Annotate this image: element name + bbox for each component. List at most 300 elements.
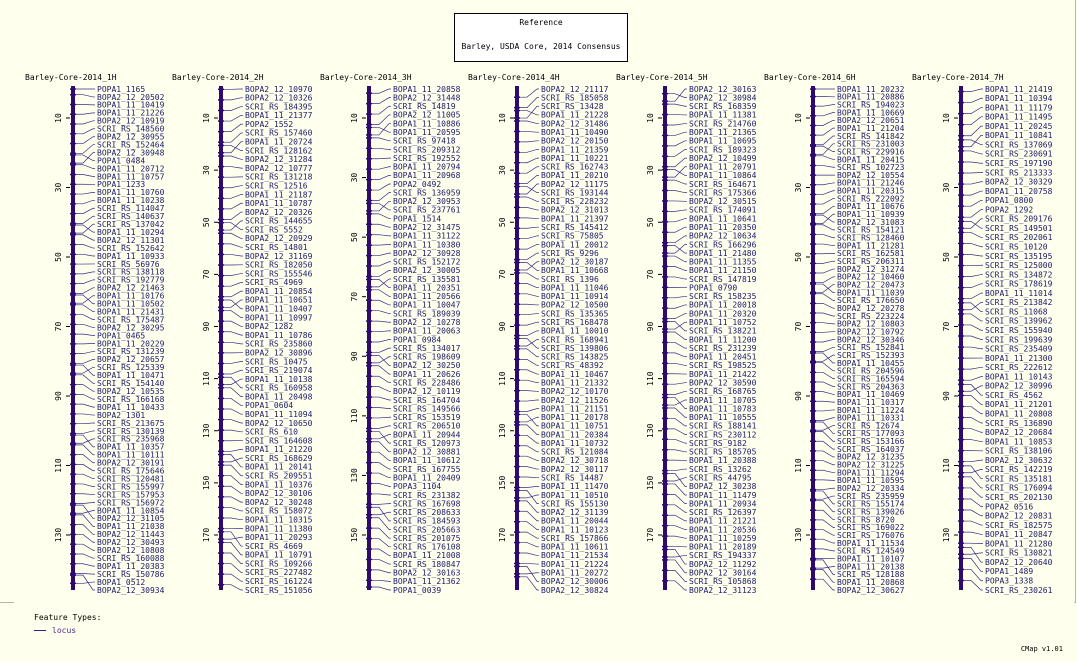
- marker-label[interactable]: SCRI_RS_134872: [985, 270, 1053, 280]
- marker-label[interactable]: BOPA1_11_10259: [689, 533, 757, 543]
- marker-label[interactable]: BOPA1_11_11014: [985, 288, 1053, 298]
- marker-label[interactable]: BOPA1_11_10853: [985, 437, 1053, 447]
- marker-label[interactable]: BOPA1_11_10419: [97, 100, 165, 110]
- marker-label[interactable]: SCRI_RS_152393: [837, 350, 905, 360]
- marker-label[interactable]: BOPA2_12_30824: [541, 585, 609, 595]
- marker-label[interactable]: SCRI_RS_168629: [245, 453, 313, 463]
- marker-label[interactable]: SCRI_RS_152642: [97, 243, 165, 253]
- marker-label[interactable]: BOPA2_12_10792: [837, 327, 905, 337]
- marker-label[interactable]: POPA1_1233: [97, 180, 146, 190]
- marker-label[interactable]: BOPA2_12_30005: [393, 266, 461, 276]
- marker-label[interactable]: BOPA1_11_11094: [245, 410, 313, 420]
- marker-label[interactable]: BOPA1_11_10123: [541, 525, 609, 535]
- marker-label[interactable]: BOPA1_11_10751: [541, 421, 609, 431]
- marker-label[interactable]: SCRI_RS_206510: [393, 421, 461, 431]
- marker-label[interactable]: BOPA2_12_10970: [245, 84, 313, 94]
- marker-label[interactable]: BOPA1_11_10467: [541, 369, 609, 379]
- marker-label[interactable]: BOPA1_11_20791: [689, 162, 757, 172]
- marker-label[interactable]: BOPA2_12_30632: [985, 455, 1053, 465]
- marker-label[interactable]: BOPA1_11_20847: [985, 530, 1053, 540]
- marker-label[interactable]: SCRI_RS_157953: [97, 490, 165, 500]
- marker-label[interactable]: SCRI_RS_166168: [97, 394, 165, 404]
- marker-label[interactable]: SCRI_RS_1396: [541, 274, 599, 284]
- marker-label[interactable]: SCRI_RS_168765: [689, 387, 757, 397]
- marker-label[interactable]: SCRI_RS_235968: [97, 434, 165, 444]
- marker-label[interactable]: SCRI_RS_201075: [393, 533, 461, 543]
- marker-label[interactable]: BOPA1_11_21221: [689, 516, 757, 526]
- marker-label[interactable]: BOPA2_12_31284: [245, 155, 313, 165]
- marker-label[interactable]: SCRI_RS_109266: [245, 559, 313, 569]
- marker-label[interactable]: BOPA2_12_30953: [393, 197, 461, 207]
- marker-label[interactable]: SCRI_RS_4562: [985, 390, 1043, 400]
- marker-label[interactable]: SCRI_RS_102723: [837, 163, 905, 173]
- marker-label[interactable]: BOPA2_12_10554: [837, 170, 905, 180]
- marker-label[interactable]: BOPA1_11_20794: [393, 162, 461, 172]
- marker-label[interactable]: POPA2_1292: [985, 205, 1034, 215]
- marker-label[interactable]: BOPA2_12_21463: [97, 283, 165, 293]
- marker-label[interactable]: BOPA1_11_20210: [541, 171, 609, 181]
- marker-label[interactable]: BOPA1_11_10612: [393, 456, 461, 466]
- marker-label[interactable]: BOPA2_12_30493: [97, 538, 165, 548]
- marker-label[interactable]: BOPA1_11_21419: [985, 84, 1053, 94]
- marker-label[interactable]: SCRI_RS_12674: [837, 421, 900, 431]
- marker-label[interactable]: BOPA1_11_10376: [245, 480, 313, 490]
- marker-label[interactable]: BOPA1_11_10294: [97, 227, 165, 237]
- marker-label[interactable]: BOPA1_11_20272: [541, 568, 609, 578]
- marker-label[interactable]: SCRI_RS_180847: [393, 559, 461, 569]
- marker-label[interactable]: SCRI_RS_237761: [393, 205, 461, 215]
- marker-label[interactable]: SCRI_RS_128162: [245, 146, 313, 156]
- marker-label[interactable]: BOPA1_11_10502: [97, 299, 165, 309]
- marker-label[interactable]: BOPA1_11_20968: [393, 171, 461, 181]
- marker-label[interactable]: SCRI_RS_235959: [837, 491, 905, 501]
- marker-label[interactable]: BOPA2_12_31139: [541, 508, 609, 518]
- marker-label[interactable]: SCRI_RS_130139: [97, 426, 165, 436]
- marker-label[interactable]: SCRI_RS_194337: [689, 551, 757, 561]
- marker-label[interactable]: SCRI_RS_168478: [541, 318, 609, 328]
- marker-label[interactable]: SCRI_RS_164704: [393, 395, 461, 405]
- marker-label[interactable]: BOPA2_12_31475: [393, 223, 461, 233]
- marker-label[interactable]: BOPA1_11_11294: [837, 468, 905, 478]
- marker-label[interactable]: SCRI_RS_177093: [837, 429, 905, 439]
- marker-label[interactable]: BOPA1_11_10668: [541, 266, 609, 276]
- marker-label[interactable]: BOPA2_12_10499: [689, 153, 757, 163]
- chromosome-title[interactable]: Barley-Core-2014_2H: [172, 73, 264, 82]
- marker-label[interactable]: BOPA2_12_30191: [97, 458, 165, 468]
- marker-label[interactable]: SCRI_RS_4969: [245, 278, 303, 288]
- marker-label[interactable]: BOPA1_11_11495: [985, 112, 1053, 122]
- chromosome-title[interactable]: Barley-Core-2014_4H: [468, 73, 560, 82]
- marker-label[interactable]: SCRI_RS_202061: [985, 233, 1053, 243]
- marker-label[interactable]: BOPA2_12_30928: [393, 248, 461, 258]
- marker-label[interactable]: BOPA1_11_10394: [985, 94, 1053, 104]
- marker-label[interactable]: BOPA2_12_20334: [837, 484, 905, 494]
- marker-label[interactable]: BOPA2_12_31105: [97, 514, 165, 524]
- marker-label[interactable]: SCRI_RS_138118: [97, 267, 165, 277]
- marker-label[interactable]: SCRI_RS_135365: [541, 309, 609, 319]
- marker-label[interactable]: BOPA2_12_10170: [541, 387, 609, 397]
- marker-label[interactable]: SCRI_RS_155130: [541, 499, 609, 509]
- marker-label[interactable]: SCRI_RS_11068: [985, 307, 1048, 317]
- marker-label[interactable]: SCRI_RS_197190: [985, 159, 1053, 169]
- marker-label[interactable]: BOPA2_12_20684: [985, 428, 1053, 438]
- marker-label[interactable]: BOPA2_12_20278: [837, 303, 905, 313]
- marker-label[interactable]: SCRI_RS_235409: [985, 344, 1053, 354]
- marker-label[interactable]: BOPA1_11_20409: [393, 473, 461, 483]
- marker-label[interactable]: BOPA1_11_10757: [97, 172, 165, 182]
- marker-label[interactable]: BOPA1_11_21534: [541, 551, 609, 561]
- marker-label[interactable]: BOPA2_12_21117: [541, 84, 609, 94]
- marker-label[interactable]: SCRI_RS_175487: [97, 315, 165, 325]
- marker-label[interactable]: BOPA2_12_30718: [541, 456, 609, 466]
- marker-label[interactable]: BOPA1_11_10939: [837, 210, 905, 220]
- marker-label[interactable]: SCRI_RS_155997: [97, 482, 165, 492]
- marker-label[interactable]: BOPA1_11_21280: [985, 539, 1053, 549]
- marker-label[interactable]: BOPA2_12_10777: [245, 163, 313, 173]
- marker-label[interactable]: SCRI_RS_175646: [97, 466, 165, 476]
- marker-label[interactable]: SCRI_RS_231382: [393, 490, 461, 500]
- marker-label[interactable]: SCRI_RS_213333: [985, 168, 1053, 178]
- marker-label[interactable]: SCRI_RS_154121: [837, 225, 905, 235]
- marker-label[interactable]: SCRI_RS_139026: [837, 507, 905, 517]
- marker-label[interactable]: BOPA1_11_21224: [541, 559, 609, 569]
- marker-label[interactable]: BOPA1_11_10854: [97, 506, 165, 516]
- marker-label[interactable]: SCRI_RS_142219: [985, 465, 1053, 475]
- marker-label[interactable]: SCRI_RS_189039: [393, 309, 461, 319]
- marker-label[interactable]: SCRI_RS_175366: [689, 188, 757, 198]
- marker-label[interactable]: BOPA1_11_10433: [97, 402, 165, 412]
- marker-label[interactable]: SCRI_RS_149566: [393, 404, 461, 414]
- marker-label[interactable]: BOPA2_12_10803: [837, 319, 905, 329]
- marker-label[interactable]: SCRI_RS_205663: [393, 525, 461, 535]
- marker-label[interactable]: SCRI_RS_165594: [837, 374, 905, 384]
- marker-label[interactable]: SCRI_RS_105868: [689, 577, 757, 587]
- marker-label[interactable]: BOPA2_12_30295: [97, 323, 165, 333]
- marker-label[interactable]: BOPA1_11_10471: [97, 371, 165, 381]
- marker-label[interactable]: BOPA1_11_10407: [245, 304, 313, 314]
- marker-label[interactable]: BOPA1_11_10047: [393, 300, 461, 310]
- marker-label[interactable]: BOPA2_12_11175: [541, 179, 609, 189]
- marker-label[interactable]: BOPA2_1282: [245, 322, 294, 332]
- marker-label[interactable]: BOPA1_11_21228: [541, 110, 609, 120]
- marker-label[interactable]: SCRI_RS_188141: [689, 421, 757, 431]
- marker-label[interactable]: SCRI_RS_167755: [393, 464, 461, 474]
- marker-label[interactable]: BOPA1_11_11534: [837, 538, 905, 548]
- marker-label[interactable]: BOPA1_11_21150: [689, 266, 757, 276]
- marker-label[interactable]: BOPA1_11_10555: [689, 413, 757, 423]
- marker-label[interactable]: SCRI_RS_213675: [97, 418, 165, 428]
- marker-label[interactable]: SCRI_RS_192552: [393, 153, 461, 163]
- marker-label[interactable]: BOPA1_11_20350: [689, 223, 757, 233]
- marker-label[interactable]: POPA1_0039: [393, 585, 442, 595]
- marker-label[interactable]: POPA1_0465: [97, 331, 146, 341]
- marker-label[interactable]: BOPA2_12_30515: [689, 197, 757, 207]
- marker-label[interactable]: POPA1_1514: [393, 214, 442, 224]
- marker-label[interactable]: SCRI_RS_124549: [837, 546, 905, 556]
- marker-label[interactable]: SCRI_RS_121084: [541, 447, 609, 457]
- marker-label[interactable]: SCRI_RS_209176: [985, 214, 1053, 224]
- marker-label[interactable]: BOPA1_11_10997: [245, 313, 313, 323]
- marker-label[interactable]: BOPA1_11_10651: [245, 295, 313, 305]
- marker-label[interactable]: SCRI_RS_155546: [245, 269, 313, 279]
- marker-label[interactable]: BOPA1_11_20018: [689, 300, 757, 310]
- marker-label[interactable]: BOPA2_12_30896: [245, 348, 313, 358]
- marker-label[interactable]: SCRI_RS_135195: [985, 251, 1053, 261]
- marker-label[interactable]: SCRI_RS_228232: [541, 197, 609, 207]
- marker-label[interactable]: SCRI_RS_10475: [245, 357, 308, 367]
- chromosome-title[interactable]: Barley-Core-2014_3H: [320, 73, 412, 82]
- marker-label[interactable]: BOPA1_11_10331: [837, 413, 905, 423]
- marker-label[interactable]: BOPA1_11_20724: [245, 137, 313, 147]
- marker-label[interactable]: SCRI_RS_176094: [985, 483, 1053, 493]
- marker-label[interactable]: BOPA1_11_10786: [245, 330, 313, 340]
- marker-label[interactable]: BOPA2_12_30590: [689, 378, 757, 388]
- marker-label[interactable]: SCRI_RS_145412: [541, 223, 609, 233]
- marker-label[interactable]: BOPA2_12_30948: [97, 148, 165, 158]
- marker-label[interactable]: SCRI_RS_155940: [985, 326, 1053, 336]
- marker-label[interactable]: BOPA1_11_21480: [689, 248, 757, 258]
- marker-label[interactable]: BOPA1_11_20293: [245, 533, 313, 543]
- marker-label[interactable]: BOPA2_12_31274: [837, 264, 905, 274]
- marker-label[interactable]: SCRI_RS_144655: [245, 216, 313, 226]
- chromosome-bar[interactable]: [219, 86, 223, 590]
- marker-label[interactable]: BOPA1_11_21008: [393, 551, 461, 561]
- marker-label[interactable]: SCRI_RS_162581: [837, 249, 905, 259]
- marker-label[interactable]: SCRI_RS_228486: [393, 378, 461, 388]
- marker-label[interactable]: BOPA1_11_10111: [97, 450, 165, 460]
- marker-label[interactable]: BOPA1_11_20536: [689, 525, 757, 535]
- marker-label[interactable]: BOPA2_12_30996: [985, 381, 1053, 391]
- marker-label[interactable]: BOPA1_11_20232: [837, 84, 905, 94]
- marker-label[interactable]: SCRI_RS_229916: [837, 147, 905, 157]
- marker-label[interactable]: BOPA2_12_11443: [97, 530, 165, 540]
- chromosome-bar[interactable]: [811, 86, 815, 590]
- marker-label[interactable]: BOPA2_12_31486: [541, 119, 609, 129]
- marker-label[interactable]: BOPA1_11_10455: [837, 358, 905, 368]
- marker-label[interactable]: SCRI_RS_75805: [541, 231, 604, 241]
- marker-label[interactable]: BOPA1_11_20758: [985, 186, 1053, 196]
- marker-label[interactable]: BOPA1_11_20063: [393, 326, 461, 336]
- marker-label[interactable]: BOPA2_12_11292: [689, 559, 757, 569]
- chromosome-title[interactable]: Barley-Core-2014_5H: [616, 73, 708, 82]
- marker-label[interactable]: POPA1_1489: [985, 567, 1034, 577]
- marker-label[interactable]: POPA1_0484: [97, 156, 146, 166]
- marker-label[interactable]: SCRI_RS_141842: [837, 131, 905, 141]
- marker-label[interactable]: BOPA1_11_20383: [97, 561, 165, 571]
- marker-label[interactable]: BOPA1_11_21377: [245, 111, 313, 121]
- marker-label[interactable]: BOPA2_12_30627: [837, 585, 905, 595]
- marker-label[interactable]: SCRI_RS_168359: [689, 102, 757, 112]
- marker-label[interactable]: SCRI_RS_231239: [689, 343, 757, 353]
- marker-label[interactable]: POPA1_0984: [393, 335, 442, 345]
- marker-label[interactable]: SCRI_RS_204596: [837, 366, 905, 376]
- marker-label[interactable]: BOPA1_11_21362: [393, 577, 461, 587]
- marker-label[interactable]: BOPA1_11_10315: [245, 515, 313, 525]
- marker-label[interactable]: BOPA1_11_20595: [393, 127, 461, 137]
- marker-label[interactable]: BOPA1_11_21281: [837, 241, 905, 251]
- marker-label[interactable]: SCRI_RS_155174: [837, 499, 905, 509]
- marker-label[interactable]: BOPA1_11_20808: [985, 409, 1053, 419]
- marker-label[interactable]: SCRI_RS_128460: [837, 233, 905, 243]
- marker-label[interactable]: POPA3_1104: [393, 482, 442, 492]
- marker-label[interactable]: SCRI_RS_44795: [689, 473, 752, 483]
- marker-label[interactable]: BOPA1_11_11355: [689, 257, 757, 267]
- marker-label[interactable]: SCRI_RS_223224: [837, 311, 905, 321]
- marker-label[interactable]: BOPA2_12_30187: [541, 257, 609, 267]
- marker-label[interactable]: SCRI_RS_126397: [689, 508, 757, 518]
- marker-label[interactable]: BOPA1_11_21204: [837, 123, 905, 133]
- marker-label[interactable]: SCRI_RS_235860: [245, 339, 313, 349]
- marker-label[interactable]: BOPA1_11_10669: [837, 108, 905, 118]
- marker-label[interactable]: SCRI_RS_13262: [689, 464, 752, 474]
- marker-label[interactable]: SCRI_RS_176650: [837, 296, 905, 306]
- marker-label[interactable]: SCRI_RS_150786: [97, 569, 165, 579]
- marker-label[interactable]: SCRI_RS_222092: [837, 194, 905, 204]
- marker-label[interactable]: BOPA1_11_10760: [97, 188, 165, 198]
- marker-label[interactable]: SCRI_RS_157460: [245, 128, 313, 138]
- marker-label[interactable]: SCRI_RS_10120: [985, 242, 1048, 252]
- marker-label[interactable]: SCRI_RS_139806: [541, 343, 609, 353]
- marker-label[interactable]: BOPA1_11_20712: [97, 164, 165, 174]
- marker-label[interactable]: BOPA2_12_30250: [393, 361, 461, 371]
- marker-label[interactable]: BOPA2_12_30955: [97, 132, 165, 142]
- marker-label[interactable]: BOPA1_11_20566: [393, 292, 461, 302]
- marker-label[interactable]: POPA3_1338: [985, 576, 1034, 586]
- marker-label[interactable]: BOPA1_11_20451: [689, 352, 757, 362]
- marker-label[interactable]: BOPA2_12_31448: [393, 93, 461, 103]
- marker-label[interactable]: SCRI_RS_160088: [97, 553, 165, 563]
- marker-label[interactable]: BOPA2_12_10535: [97, 386, 165, 396]
- marker-label[interactable]: BOPA1_11_11224: [837, 405, 905, 415]
- marker-label[interactable]: BOPA2_12_30934: [97, 585, 165, 595]
- marker-label[interactable]: BOPA1_11_20858: [393, 84, 461, 94]
- marker-label[interactable]: BOPA2_12_10500: [541, 300, 609, 310]
- marker-label[interactable]: SCRI_RS_125000: [985, 261, 1053, 271]
- marker-label[interactable]: BOPA1_11_20934: [689, 499, 757, 509]
- marker-label[interactable]: BOPA1_11_11381: [689, 110, 757, 120]
- marker-label[interactable]: BOPA1_11_20498: [245, 392, 313, 402]
- chromosome-title[interactable]: Barley-Core-2014_7H: [912, 73, 1004, 82]
- marker-label[interactable]: BOPA1_11_20415: [837, 155, 905, 165]
- marker-label[interactable]: SCRI_RS_97418: [393, 136, 456, 146]
- marker-label[interactable]: SCRI_RS_193144: [541, 188, 609, 198]
- marker-label[interactable]: SCRI_RS_166296: [689, 240, 757, 250]
- marker-label[interactable]: BOPA1_11_11039: [837, 288, 905, 298]
- marker-label[interactable]: BOPA1_11_20141: [245, 462, 313, 472]
- marker-label[interactable]: SCRI_RS_154140: [97, 379, 165, 389]
- marker-label[interactable]: BOPA2_12_10919: [97, 116, 165, 126]
- marker-label[interactable]: BOPA2_12_30106: [245, 489, 313, 499]
- marker-label[interactable]: BOPA1_11_20178: [541, 413, 609, 423]
- marker-label[interactable]: BOPA1_11_21246: [837, 178, 905, 188]
- marker-label[interactable]: BOPA2_12_10460: [837, 272, 905, 282]
- marker-label[interactable]: POPA2_0492: [393, 179, 442, 189]
- marker-label[interactable]: POPA2_0516: [985, 502, 1034, 512]
- marker-label[interactable]: SCRI_RS_184593: [393, 516, 461, 526]
- marker-label[interactable]: SCRI_RS_185705: [689, 447, 757, 457]
- marker-label[interactable]: SCRI_RS_156972: [97, 498, 165, 508]
- marker-label[interactable]: BOPA1_11_10221: [541, 153, 609, 163]
- marker-label[interactable]: BOPA1_11_10010: [541, 326, 609, 336]
- marker-label[interactable]: SCRI_RS_182575: [985, 520, 1053, 530]
- marker-label[interactable]: SCRI_RS_169022: [837, 523, 905, 533]
- marker-label[interactable]: BOPA1_11_10317: [837, 397, 905, 407]
- marker-label[interactable]: BOPA2_12_31123: [689, 585, 757, 595]
- marker-label[interactable]: BOPA1_11_10238: [97, 196, 165, 206]
- marker-label[interactable]: BOPA2_12_31169: [245, 251, 313, 261]
- marker-label[interactable]: BOPA1_11_21300: [985, 353, 1053, 363]
- marker-label[interactable]: SCRI_RS_199639: [985, 335, 1053, 345]
- marker-label[interactable]: BOPA1_11_21226: [97, 108, 165, 118]
- marker-label[interactable]: BOPA1_11_21187: [245, 190, 313, 200]
- marker-label[interactable]: BOPA1_11_10676: [837, 202, 905, 212]
- marker-label[interactable]: SCRI_RS_204363: [837, 382, 905, 392]
- marker-label[interactable]: SCRI_RS_152464: [97, 140, 165, 150]
- marker-label[interactable]: BOPA1_11_10641: [689, 214, 757, 224]
- marker-label[interactable]: BOPA1_11_11470: [541, 482, 609, 492]
- marker-label[interactable]: SCRI_RS_128188: [837, 570, 905, 580]
- marker-label[interactable]: SCRI_RS_198525: [689, 361, 757, 371]
- marker-label[interactable]: BOPA2_12_31083: [837, 217, 905, 227]
- marker-label[interactable]: SCRI_RS_162743: [541, 162, 609, 172]
- marker-label[interactable]: SCRI_RS_209312: [393, 145, 461, 155]
- marker-label[interactable]: BOPA1_11_20384: [541, 430, 609, 440]
- marker-label[interactable]: SCRI_RS_135181: [985, 474, 1053, 484]
- marker-label[interactable]: BOPA1_11_10841: [985, 131, 1053, 141]
- marker-label[interactable]: BOPA1_11_10490: [541, 127, 609, 137]
- marker-label[interactable]: POPA1_0604: [245, 401, 294, 411]
- marker-label[interactable]: BOPA1_11_21201: [985, 400, 1053, 410]
- marker-label[interactable]: SCRI_RS_8720: [837, 515, 895, 525]
- marker-label[interactable]: SCRI_RS_176076: [837, 531, 905, 541]
- marker-label[interactable]: BOPA1_11_20886: [837, 92, 905, 102]
- marker-label[interactable]: SCRI_RS_143825: [541, 352, 609, 362]
- marker-label[interactable]: BOPA1_11_21422: [689, 369, 757, 379]
- marker-label[interactable]: SCRI_RS_158072: [245, 506, 313, 516]
- marker-label[interactable]: BOPA2_12_30329: [985, 177, 1053, 187]
- marker-label[interactable]: BOPA1_11_20868: [837, 577, 905, 587]
- marker-label[interactable]: POPA1_0790: [689, 283, 738, 293]
- marker-label[interactable]: SCRI_RS_192779: [97, 275, 165, 285]
- marker-label[interactable]: SCRI_RS_153519: [393, 413, 461, 423]
- marker-label[interactable]: BOPA1_11_21332: [541, 378, 609, 388]
- marker-label[interactable]: SCRI_RS_149501: [985, 223, 1053, 233]
- marker-label[interactable]: SCRI_RS_138106: [985, 446, 1053, 456]
- marker-label[interactable]: SCRI_RS_134017: [393, 343, 461, 353]
- marker-label[interactable]: BOPA2_12_30163: [689, 84, 757, 94]
- marker-label[interactable]: BOPA1_11_20320: [689, 309, 757, 319]
- marker-label[interactable]: SCRI_RS_164037: [837, 444, 905, 454]
- marker-label[interactable]: BOPA2_1301: [97, 410, 146, 420]
- marker-label[interactable]: BOPA2_12_20150: [541, 136, 609, 146]
- marker-label[interactable]: BOPA1_11_21397: [541, 214, 609, 224]
- marker-label[interactable]: BOPA2_12_10119: [393, 387, 461, 397]
- marker-label[interactable]: BOPA1_11_10705: [689, 395, 757, 405]
- marker-label[interactable]: SCRI_RS_176108: [393, 542, 461, 552]
- marker-label[interactable]: SCRI_RS_9182: [689, 438, 747, 448]
- chromosome-bar[interactable]: [663, 86, 667, 590]
- marker-label[interactable]: BOPA1_11_20229: [97, 339, 165, 349]
- marker-label[interactable]: SCRI_RS_9296: [541, 248, 599, 258]
- marker-label[interactable]: SCRI_RS_138221: [689, 326, 757, 336]
- marker-label[interactable]: SCRI_RS_164608: [245, 436, 313, 446]
- marker-label[interactable]: SCRI_RS_56976: [97, 259, 160, 269]
- marker-label[interactable]: SCRI_RS_152172: [393, 257, 461, 267]
- marker-label[interactable]: SCRI_RS_151056: [245, 585, 313, 595]
- marker-label[interactable]: BOPA1_11_20854: [245, 286, 313, 296]
- marker-label[interactable]: SCRI_RS_140637: [97, 212, 165, 222]
- marker-label[interactable]: SCRI_RS_5552: [245, 225, 303, 235]
